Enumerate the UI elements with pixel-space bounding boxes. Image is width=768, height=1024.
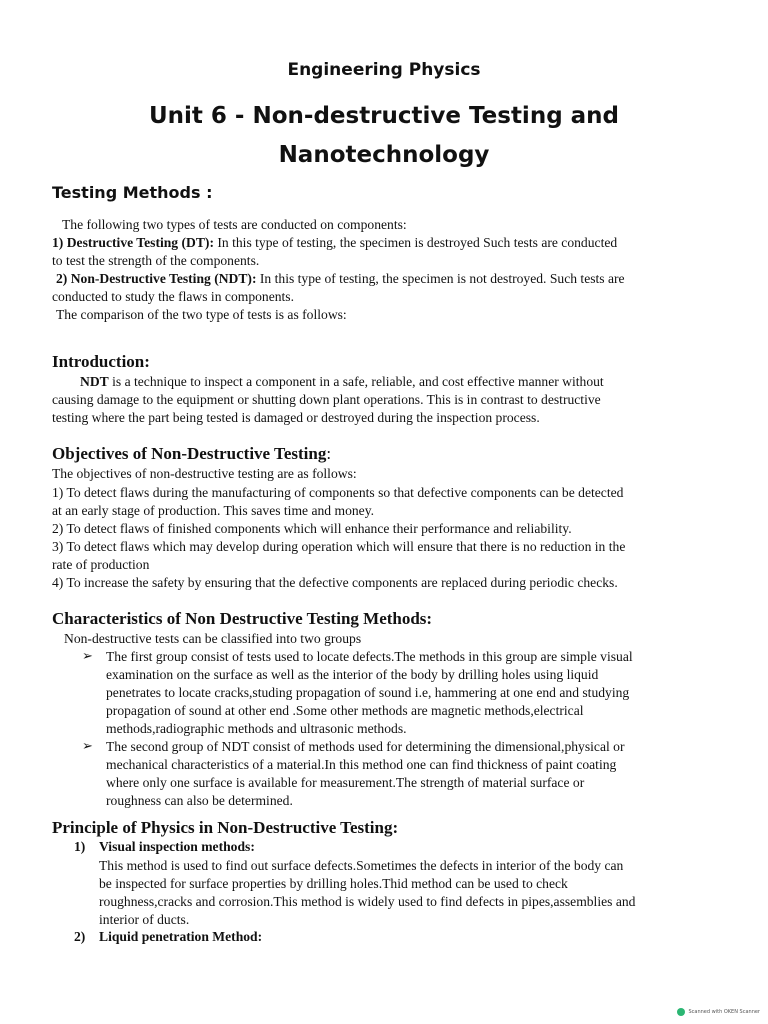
item2-title: Liquid penetration Method: bbox=[99, 929, 263, 944]
unit-title-line2: Nanotechnology bbox=[278, 142, 490, 168]
ndt-text: In this type of testing, the specimen is not destroyed. Such tests are bbox=[256, 271, 625, 286]
objectives-heading bbox=[52, 444, 331, 464]
unit-title-line1: Unit 6 - Non-destructive Testing and bbox=[148, 103, 620, 129]
objective-line: The objectives of non-destructive testing are as follows: bbox=[52, 466, 357, 481]
dt-line2: to test the strength of the components. bbox=[52, 253, 260, 268]
intro-line1 bbox=[80, 373, 604, 391]
bullet1-line: propagation of sound at other end .Some other methods are magnetic methods,electrical bbox=[106, 703, 584, 718]
item1-line: roughness,cracks and corrosion.This method is widely used to find defects in pipes,assemblies and bbox=[99, 894, 636, 909]
objectives-heading-colon: : bbox=[326, 444, 332, 463]
item1-title: Visual inspection methods: bbox=[99, 839, 255, 854]
subject-title: Engineering Physics bbox=[287, 60, 481, 80]
bullet1-line: methods,radiographic methods and ultrasonic methods. bbox=[106, 721, 407, 736]
bullet1-line: penetrates to locate cracks,studing propagation of sound i.e, hammering at one end and studying bbox=[106, 685, 630, 700]
item1-line: interior of ducts. bbox=[99, 912, 190, 927]
bullet-arrow-icon: ➢ bbox=[82, 738, 93, 753]
testing-intro: The following two types of tests are conducted on components: bbox=[62, 217, 407, 232]
testing-methods-heading: Testing Methods : bbox=[52, 183, 213, 202]
bullet2-line: mechanical characteristics of a material.In this method one can find thickness of paint coating bbox=[106, 757, 617, 772]
intro-line1-text: is a technique to inspect a component in a safe, reliable, and cost effective manner without bbox=[108, 374, 604, 389]
scanner-watermark bbox=[677, 1008, 760, 1016]
dt-line bbox=[52, 234, 732, 252]
dt-label: 1) Destructive Testing (DT): bbox=[52, 235, 214, 250]
introduction-heading: Introduction: bbox=[52, 352, 150, 371]
scanner-logo-icon bbox=[677, 1008, 685, 1016]
bullet1-line: examination on the surface as well as the interior of the body by drilling holes using liquid bbox=[106, 667, 599, 682]
item1-line: This method is used to find out surface defects.Sometimes the defects in interior of the body can bbox=[99, 858, 624, 873]
objective-line: 4) To increase the safety by ensuring that the defective components are replaced during periodic checks. bbox=[52, 575, 618, 590]
characteristics-heading: Characteristics of Non Destructive Testing Methods: bbox=[52, 609, 433, 628]
bullet2-line: The second group of NDT consist of methods used for determining the dimensional,physical or bbox=[106, 739, 625, 754]
item1-number: 1) bbox=[74, 839, 86, 854]
unit-title bbox=[100, 97, 668, 175]
item2-number: 2) bbox=[74, 929, 86, 944]
bullet-arrow-icon: ➢ bbox=[82, 648, 93, 663]
intro-line3: testing where the part being tested is damaged or destroyed during the inspection process. bbox=[52, 410, 540, 425]
objectives-heading-text: Objectives of Non-Destructive Testing bbox=[52, 444, 327, 463]
comparison-line: The comparison of the two type of tests is as follows: bbox=[56, 307, 347, 322]
item1-line: be inspected for surface properties by drilling holes.Thid method can be used to check bbox=[99, 876, 568, 891]
characteristics-intro: Non-destructive tests can be classified into two groups bbox=[64, 631, 362, 646]
bullet1-line: The first group consist of tests used to locate defects.The methods in this group are simple visual bbox=[106, 649, 633, 664]
principle-heading: Principle of Physics in Non-Destructive Testing: bbox=[52, 818, 399, 837]
ndt-line2: conducted to study the flaws in components. bbox=[52, 289, 294, 304]
objective-line: rate of production bbox=[52, 557, 150, 572]
objective-line: at an early stage of production. This saves time and money. bbox=[52, 503, 375, 518]
bullet2-line: where only one surface is available for measurement.The strength of material surface or bbox=[106, 775, 585, 790]
objective-line: 1) To detect flaws during the manufacturing of components so that defective components can be detected bbox=[52, 485, 624, 500]
ndt-label: 2) Non-Destructive Testing (NDT): bbox=[56, 271, 257, 286]
objective-line: 3) To detect flaws which may develop during operation which will ensure that there is no reduction in the bbox=[52, 539, 626, 554]
ndt-line bbox=[56, 270, 736, 288]
ndt-bold: NDT bbox=[80, 374, 109, 389]
scanner-text: Scanned with OKEN Scanner bbox=[688, 1009, 760, 1015]
dt-text: In this type of testing, the specimen is destroyed Such tests are conducted bbox=[213, 235, 618, 250]
intro-line2: causing damage to the equipment or shutting down plant operations. This is in contrast to destructive bbox=[52, 392, 601, 407]
bullet2-line: roughness can also be determined. bbox=[106, 793, 293, 808]
objective-line: 2) To detect flaws of finished components which will enhance their performance and reliability. bbox=[52, 521, 572, 536]
